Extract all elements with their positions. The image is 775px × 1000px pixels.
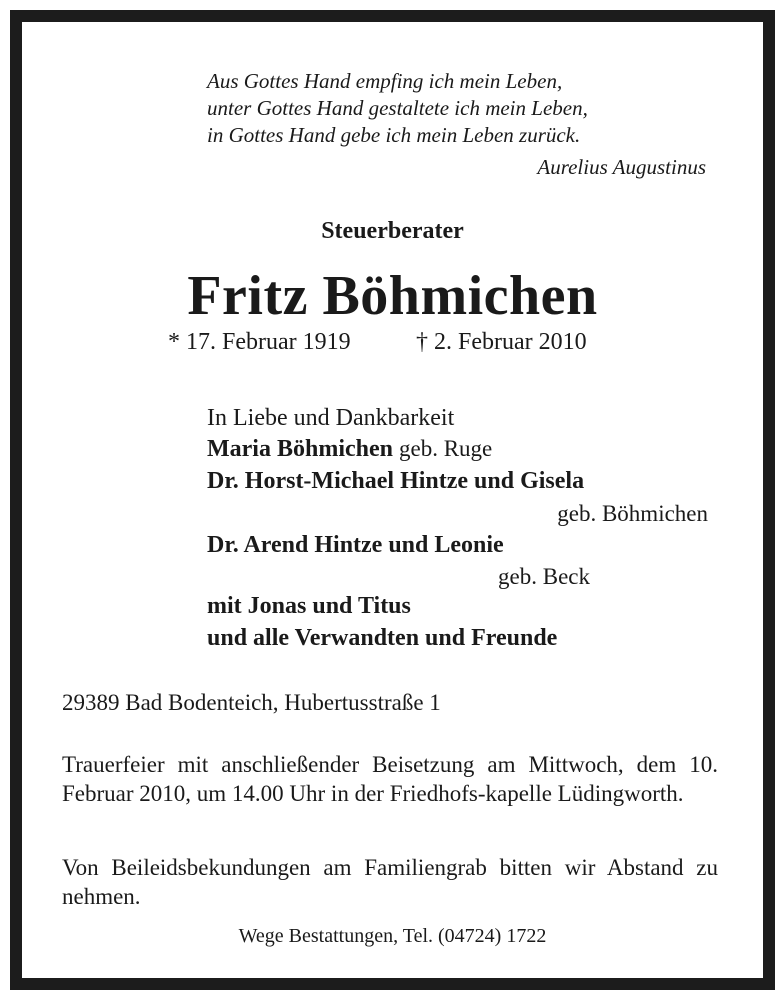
death-date: † 2. Februar 2010 — [416, 329, 587, 355]
mourner-arend-note: geb. Beck — [498, 564, 590, 589]
mourner-children-text: mit Jonas und Titus — [207, 593, 411, 619]
funeral-home: Wege Bestattungen, Tel. (04724) 1722 — [238, 925, 547, 947]
address: 29389 Bad Bodenteich, Hubertusstraße 1 — [62, 690, 441, 715]
service-text: Trauerfeier mit anschließender Beisetzung am Mittwoch, dem 10. Februar 2010, um 14.00 Uhr in der Friedhofs-kapelle Lüdingworth. — [62, 752, 718, 806]
poem-author: Aurelius Augustinus — [537, 155, 706, 179]
poem-line-1: Aus Gottes Hand empfing ich mein Leben, — [207, 69, 563, 93]
mourner-arend-name: Dr. Arend Hintze und Leonie — [207, 532, 504, 558]
mourner-children — [207, 591, 411, 621]
mourner-horst — [207, 466, 584, 496]
mourner-maria-name: Maria Böhmichen — [207, 436, 393, 462]
service-paragraph — [62, 750, 718, 808]
mourner-others-text: und alle Verwandten und Freunde — [207, 625, 558, 651]
mourners-intro: In Liebe und Dankbarkeit — [207, 405, 455, 431]
poem-line-3: in Gottes Hand gebe ich mein Leben zurück. — [207, 123, 581, 147]
condolence-text: Von Beileidsbekundungen am Familiengrab bitten wir Abstand zu nehmen. — [62, 855, 718, 909]
mourner-horst-note: geb. Böhmichen — [557, 501, 708, 526]
mourner-maria-note: geb. Ruge — [399, 436, 493, 461]
occupation: Steuerberater — [321, 218, 464, 244]
mourner-others — [207, 623, 557, 653]
deceased-name: Fritz Böhmichen — [187, 265, 598, 327]
mourner-horst-name: Dr. Horst-Michael Hintze und Gisela — [207, 468, 585, 494]
mourner-maria — [207, 434, 492, 464]
poem-line-2: unter Gottes Hand gestaltete ich mein Leben, — [207, 96, 588, 120]
obituary-frame — [10, 10, 775, 990]
birth-date: * 17. Februar 1919 — [168, 329, 351, 355]
condolence-paragraph — [62, 853, 718, 911]
mourner-arend — [207, 530, 504, 560]
